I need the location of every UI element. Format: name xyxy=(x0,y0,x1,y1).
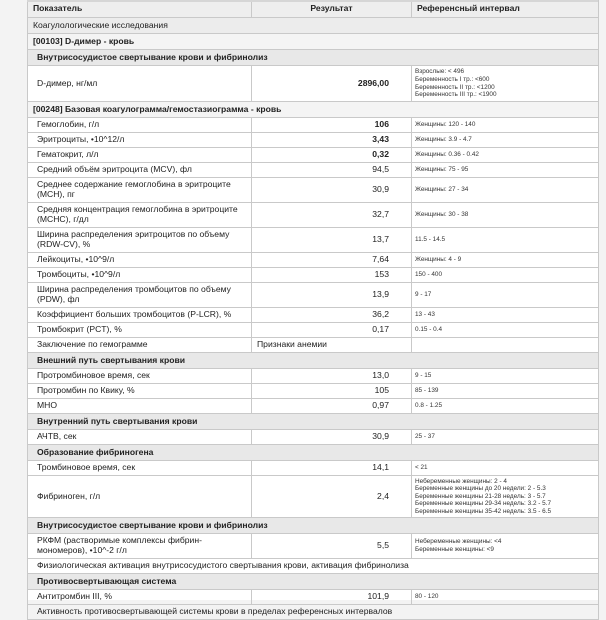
row-value: 105 xyxy=(252,384,412,399)
table-header xyxy=(28,1,599,18)
row-name: Среднее содержание гемоглобина в эритроците (MCH), пг xyxy=(28,178,252,203)
test-title-row xyxy=(28,102,599,118)
row-reference: 150 - 400 xyxy=(412,268,599,283)
right-margin xyxy=(598,0,606,600)
row-value: 106 xyxy=(252,118,412,133)
row-name: Фибриноген, г/л xyxy=(28,476,252,518)
section-row xyxy=(28,414,599,430)
row-value: 3,43 xyxy=(252,133,412,148)
row-name: D-димер, нг/мл xyxy=(28,66,252,102)
row-value: 2896,00 xyxy=(252,66,412,102)
row-value: 36,2 xyxy=(252,308,412,323)
table-row xyxy=(28,203,599,228)
table-row xyxy=(28,534,599,559)
coagulogram-test-title: [00248] Базовая коагулограмма/гемостазиограмма - кровь xyxy=(28,102,599,118)
table-row xyxy=(28,476,599,518)
table-row xyxy=(28,399,599,414)
table-row xyxy=(28,163,599,178)
row-reference: Женщины: 120 - 140 xyxy=(412,118,599,133)
row-reference: 0.8 - 1.25 xyxy=(412,399,599,414)
col-indicator-header: Показатель xyxy=(28,1,252,18)
row-reference: 9 - 15 xyxy=(412,369,599,384)
test-title-row xyxy=(28,34,599,50)
row-name: Эритроциты, •10^12/л xyxy=(28,133,252,148)
row-value: 32,7 xyxy=(252,203,412,228)
row-name: Тромбиновое время, сек xyxy=(28,461,252,476)
category-row xyxy=(28,18,599,34)
row-name: АЧТВ, сек xyxy=(28,430,252,445)
row-reference: 13 - 43 xyxy=(412,308,599,323)
reference-line: Беременность II тр.: <1200 xyxy=(415,83,495,91)
row-name: Протромбин по Квику, % xyxy=(28,384,252,399)
row-name: Коэффициент больших тромбоцитов (P-LCR), % xyxy=(28,308,252,323)
row-value: 0,97 xyxy=(252,399,412,414)
row-reference: Женщины: 30 - 38 xyxy=(412,203,599,228)
row-name: Ширина распределения тромбоцитов по объему (PDW), фл xyxy=(28,283,252,308)
reference-line: Беременные женщины 35-42 недель: 3.5 - 6.5 xyxy=(415,507,552,515)
d-dimer-section-title: Внутрисосудистое свертывание крови и фибринолиз xyxy=(28,50,599,66)
table-row xyxy=(28,133,599,148)
row-value: 0,32 xyxy=(252,148,412,163)
row-reference: 25 - 37 xyxy=(412,430,599,445)
row-value: 13,9 xyxy=(252,283,412,308)
left-margin xyxy=(0,0,27,600)
reference-line: Беременные женщины 29-34 недель: 3.2 - 5.7 xyxy=(415,500,552,508)
row-reference: Женщины: 0.36 - 0.42 xyxy=(412,148,599,163)
hemogram-conclusion-value: Признаки анемии xyxy=(252,338,412,353)
category-title: Коагулологические исследования xyxy=(28,18,599,34)
row-reference: < 21 xyxy=(412,461,599,476)
row-name: Гемоглобин, г/л xyxy=(28,118,252,133)
row-name: Средняя концентрация гемоглобина в эритроците (MCHC), г/дл xyxy=(28,203,252,228)
row-name: МНО xyxy=(28,399,252,414)
table-row xyxy=(28,66,599,102)
lab-results-table xyxy=(27,0,599,620)
row-name: Гематокрит, л/л xyxy=(28,148,252,163)
external-pathway-title: Внешний путь свертывания крови xyxy=(28,353,599,369)
reference-line: Небеременные женщины: 2 - 4 xyxy=(415,477,507,485)
table-row xyxy=(28,590,599,605)
reference-line: Беременность III тр.: <1900 xyxy=(415,91,497,99)
row-reference: Женщины: 27 - 34 xyxy=(412,178,599,203)
row-name: Тромбоциты, •10^9/л xyxy=(28,268,252,283)
row-value: 5,5 xyxy=(252,534,412,559)
intravascular-note: Физиологическая активация внутрисосудистого свертывания крови, активация фибринолиза xyxy=(28,559,599,574)
row-reference: Женщины: 75 - 95 xyxy=(412,163,599,178)
row-name: Средний объём эритроцита (MCV), фл xyxy=(28,163,252,178)
table-row xyxy=(28,323,599,338)
row-value: 13,0 xyxy=(252,369,412,384)
table-row xyxy=(28,178,599,203)
row-name: Тромбокрит (PCT), % xyxy=(28,323,252,338)
internal-pathway-title: Внутренний путь свертывания крови xyxy=(28,414,599,430)
table-row xyxy=(28,148,599,163)
row-reference: 0.15 - 0.4 xyxy=(412,323,599,338)
reference-line: Взрослые: < 496 xyxy=(415,68,465,76)
reference-line: Небеременные женщины: <4 xyxy=(415,538,502,546)
row-value: 7,64 xyxy=(252,253,412,268)
table-row xyxy=(28,461,599,476)
top-border xyxy=(27,0,598,2)
row-reference: 9 - 17 xyxy=(412,283,599,308)
row-value: 30,9 xyxy=(252,178,412,203)
section-row xyxy=(28,353,599,369)
anticoagulant-section-title: Противосвертывающая система xyxy=(28,574,599,590)
row-reference xyxy=(412,476,599,518)
table-row xyxy=(28,253,599,268)
row-reference xyxy=(412,338,599,353)
row-value: 0,17 xyxy=(252,323,412,338)
col-reference-header: Референсный интервал xyxy=(412,1,599,18)
d-dimer-test-title: [00103] D-димер - кровь xyxy=(28,34,599,50)
table-row xyxy=(28,369,599,384)
section-row xyxy=(28,518,599,534)
intravascular-section-title: Внутрисосудистое свертывание крови и фибринолиз xyxy=(28,518,599,534)
table-row xyxy=(28,308,599,323)
row-value: 13,7 xyxy=(252,228,412,253)
table-row xyxy=(28,430,599,445)
row-name: РКФМ (растворимые комплексы фибрин-мономеров), •10^-2 г/л xyxy=(28,534,252,559)
section-row xyxy=(28,50,599,66)
anticoagulant-note: Активность противосвертывающей системы крови в пределах референсных интервалов xyxy=(28,605,599,620)
section-row xyxy=(28,445,599,461)
row-reference: Женщины: 4 - 9 xyxy=(412,253,599,268)
table-row xyxy=(28,384,599,399)
note-row xyxy=(28,559,599,574)
row-name: Заключение по гемограмме xyxy=(28,338,252,353)
row-name: Антитромбин III, % xyxy=(28,590,252,605)
row-reference: 85 - 139 xyxy=(412,384,599,399)
reference-line: Беременные женщины до 20 недели: 2 - 5.3 xyxy=(415,485,546,493)
table-row xyxy=(28,228,599,253)
row-value: 94,5 xyxy=(252,163,412,178)
row-value: 101,9 xyxy=(252,590,412,605)
row-name: Ширина распределения эритроцитов по объему (RDW-CV), % xyxy=(28,228,252,253)
table-row xyxy=(28,338,599,353)
row-name: Лейкоциты, •10^9/л xyxy=(28,253,252,268)
lab-report-page xyxy=(27,0,598,617)
row-value: 30,9 xyxy=(252,430,412,445)
reference-line: Беременные женщины: <9 xyxy=(415,546,494,553)
row-reference: Женщины: 3.9 - 4.7 xyxy=(412,133,599,148)
fibrinogen-section-title: Образование фибриногена xyxy=(28,445,599,461)
row-reference xyxy=(412,534,599,559)
table-row xyxy=(28,118,599,133)
row-reference: 11.5 - 14.5 xyxy=(412,228,599,253)
row-value: 14,1 xyxy=(252,461,412,476)
row-value: 153 xyxy=(252,268,412,283)
row-value: 2,4 xyxy=(252,476,412,518)
row-name: Протромбиновое время, сек xyxy=(28,369,252,384)
table-row xyxy=(28,268,599,283)
row-reference xyxy=(412,66,599,102)
reference-line: Беременность I тр.: <600 xyxy=(415,75,490,83)
section-row xyxy=(28,574,599,590)
reference-line: Беременные женщины 21-28 недель: 3 - 5.7 xyxy=(415,492,546,500)
row-reference: 80 - 120 xyxy=(412,590,599,605)
note-row xyxy=(28,605,599,620)
col-result-header: Результат xyxy=(252,1,412,18)
table-row xyxy=(28,283,599,308)
